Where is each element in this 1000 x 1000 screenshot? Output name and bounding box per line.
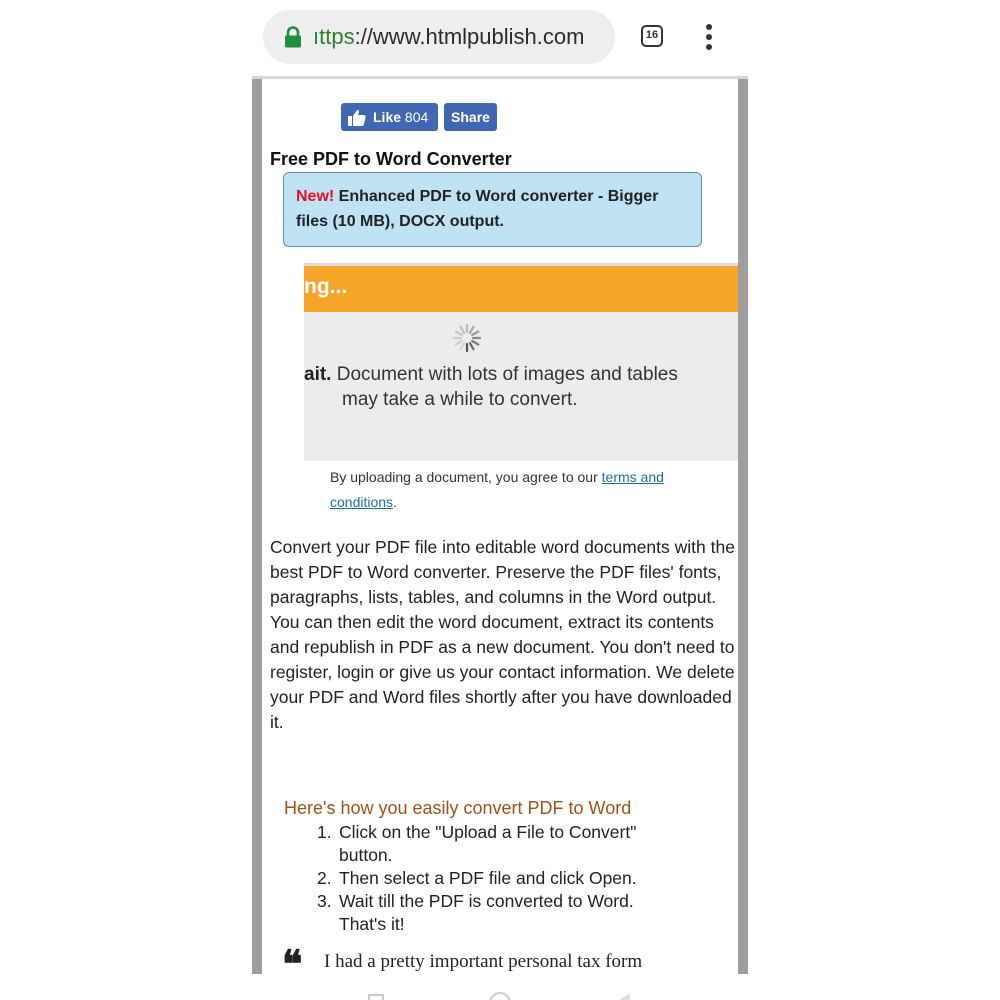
- facebook-share-button[interactable]: Share: [444, 103, 497, 131]
- step-item: [313, 867, 673, 890]
- progress-message-line1: [304, 364, 678, 386]
- conversion-progress-panel: [304, 263, 738, 461]
- step-text: Click on the "Upload a File to Convert" button.: [339, 822, 637, 865]
- thumbs-up-icon: [348, 109, 366, 126]
- step-number: 3.: [317, 891, 332, 911]
- howto-steps: [313, 821, 673, 936]
- facebook-like-button[interactable]: [341, 103, 438, 131]
- lock-icon: [284, 26, 302, 48]
- step-text: Then select a PDF file and click Open.: [339, 868, 637, 888]
- address-bar[interactable]: [263, 10, 615, 64]
- progress-message-bold: ait.: [304, 364, 332, 385]
- terms-link[interactable]: terms and conditions: [330, 469, 664, 510]
- url-scheme: ıttps: [313, 24, 355, 49]
- page-title: Free PDF to Word Converter: [270, 149, 512, 169]
- tab-switcher-button[interactable]: 16: [641, 25, 663, 47]
- loading-spinner-icon: [450, 321, 484, 355]
- intro-paragraph: Convert your PDF file into editable word documents with the best PDF to Word converter. Preserve the PDF files' fonts, paragraphs, lists, tables, and columns in the Word output. You can then edit the word document, extract its contents and republish in PDF as a new document. You don't need to register, login or give us your contact information. We delete your PDF and Word files shortly after you have downloaded it.: [270, 537, 735, 732]
- web-page[interactable]: [262, 79, 738, 974]
- overflow-menu-icon[interactable]: [702, 24, 716, 50]
- back-icon[interactable]: [616, 993, 630, 1000]
- testimonial-text: I had a pretty important personal tax form: [324, 951, 643, 972]
- home-icon[interactable]: [489, 992, 511, 1000]
- terms-tail: .: [393, 494, 397, 510]
- progress-header-bar: [304, 266, 738, 312]
- step-item: [313, 890, 673, 936]
- step-number: 1.: [317, 822, 332, 842]
- step-text: Wait till the PDF is converted to Word. That's it!: [339, 891, 634, 934]
- new-badge: New!: [296, 188, 335, 205]
- progress-message-line2: may take a while to convert.: [342, 389, 578, 410]
- progress-title: ng...: [304, 275, 348, 298]
- howto-heading: Here's how you easily convert PDF to Word: [284, 798, 632, 818]
- quote-mark-icon: ❝: [282, 941, 303, 974]
- step-item: [313, 821, 673, 867]
- url-text[interactable]: [313, 24, 584, 50]
- terms-text: By uploading a document, you agree to our: [330, 469, 602, 485]
- like-label: Like: [373, 109, 402, 125]
- url-host: ://www.htmlpublish.com: [354, 24, 585, 49]
- notice-banner[interactable]: [283, 172, 702, 247]
- terms-notice: [330, 465, 730, 515]
- recents-icon[interactable]: [368, 994, 384, 1000]
- progress-message-text: Document with lots of images and tables: [331, 364, 678, 385]
- like-count: 804: [404, 109, 429, 125]
- notice-text: Enhanced PDF to Word converter - Bigger files (10 MB), DOCX output.: [296, 188, 659, 230]
- step-number: 2.: [317, 868, 332, 888]
